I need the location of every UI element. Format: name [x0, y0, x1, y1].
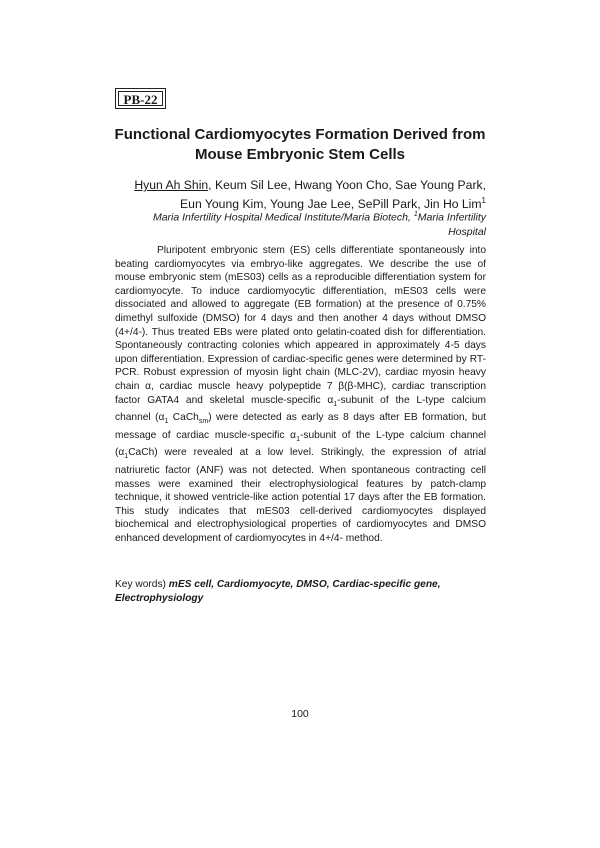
- author-affiliation-mark: 1: [481, 196, 486, 205]
- subscript-1b: 1: [164, 418, 169, 426]
- abstract-code-box: [115, 88, 166, 109]
- subscript-1c: 1: [296, 435, 300, 443]
- affiliation-primary: Maria Infertility Hospital Medical Institute/Maria Biotech,: [152, 211, 414, 224]
- abstract-text-4: ) were detected as early as 8 days after EB formation, but message of cardiac muscle-specific α: [115, 412, 486, 441]
- abstract-body: [115, 244, 486, 546]
- affiliation: [100, 208, 486, 239]
- affiliation-line-2: Hospital: [448, 225, 486, 238]
- title-line-1: Functional Cardiomyocytes Formation Derived from: [114, 126, 486, 143]
- keywords: [115, 578, 486, 606]
- affiliation-secondary: Maria Infertility: [417, 211, 486, 224]
- affiliation-mark: 1: [413, 211, 418, 218]
- subscript-1d: 1: [124, 453, 129, 461]
- author-list: [100, 177, 486, 212]
- abstract-code: PB-22: [118, 91, 163, 106]
- author-line-2-text: Eun Young Kim, Young Jae Lee, SePill Park, Jin Ho Lim: [180, 197, 482, 212]
- page-number: 100: [291, 708, 309, 720]
- abstract-text-5: -subunit of the L-type calcium channel (α: [115, 429, 486, 459]
- abstract-text-3: CaCh: [168, 412, 199, 424]
- author-line-1-rest: Keum Sil Lee, Hwang Yoon Cho, Sae Young Park,: [211, 178, 486, 192]
- abstract-text-6: CaCh) were revealed at a low level. Strikingly, the expression of atrial natriuretic factor (ANF) was not detected. When spontaneous contracting cell masses were examined their electrophysiological features by patch-clamp technique, it showed ventricle-like action potential 17 days after the EB formation. This study indicates that mES03 cell-derived cardiomyocytes displayed biochemical and electrophysiological properties of cardiomyocytes and DMSO enhanced development of cardiomyocytes in 4+/4- method.: [115, 447, 486, 544]
- keywords-label: Key words): [115, 579, 166, 590]
- keywords-values: mES cell, Cardiomyocyte, DMSO, Cardiac-specific gene, Electrophysiology: [115, 579, 441, 604]
- affiliation-line-1: [100, 208, 486, 225]
- abstract-text-2: -subunit of the L-type calcium channel (α: [115, 394, 486, 424]
- paper-title: [100, 125, 500, 165]
- subscript-sm: sm: [198, 418, 209, 426]
- author-line-1: [100, 177, 486, 193]
- presenting-author: Hyun Ah Shin,: [134, 178, 212, 192]
- subscript-1a: 1: [333, 400, 338, 408]
- title-line-2: Mouse Embryonic Stem Cells: [194, 146, 406, 163]
- abstract-text-1: Pluripotent embryonic stem (ES) cells differentiate spontaneously into beating cardiomyocytes via embryo-like aggregates. We describe the use of mouse embryonic stem (mES03) cells as a reproducible differentiation system for cardiomyocyte. To induce cardiomyocytic differentiation, mES03 cells were dissociated and allowed to aggregate (EB formation) at the presence of 0.75% dimethyl sulfoxide (DMSO) for 4 days and then another 4 days without DMSO (4+/4-). Thus treated EBs were plated onto gelatin-coated dish for differentiation. Spontaneously contracting colonies which appeared in approximately 4-5 days upon differentiation. Expression of cardiac-specific genes were determined by RT-PCR. Robust expression of myosin light chain (MLC-2V), cardiac myosin heavy chain α, cardiac muscle heavy polypeptide 7 β(β-MHC), cardiac transcription factor GATA4 and skeletal muscle-specific α: [115, 245, 486, 406]
